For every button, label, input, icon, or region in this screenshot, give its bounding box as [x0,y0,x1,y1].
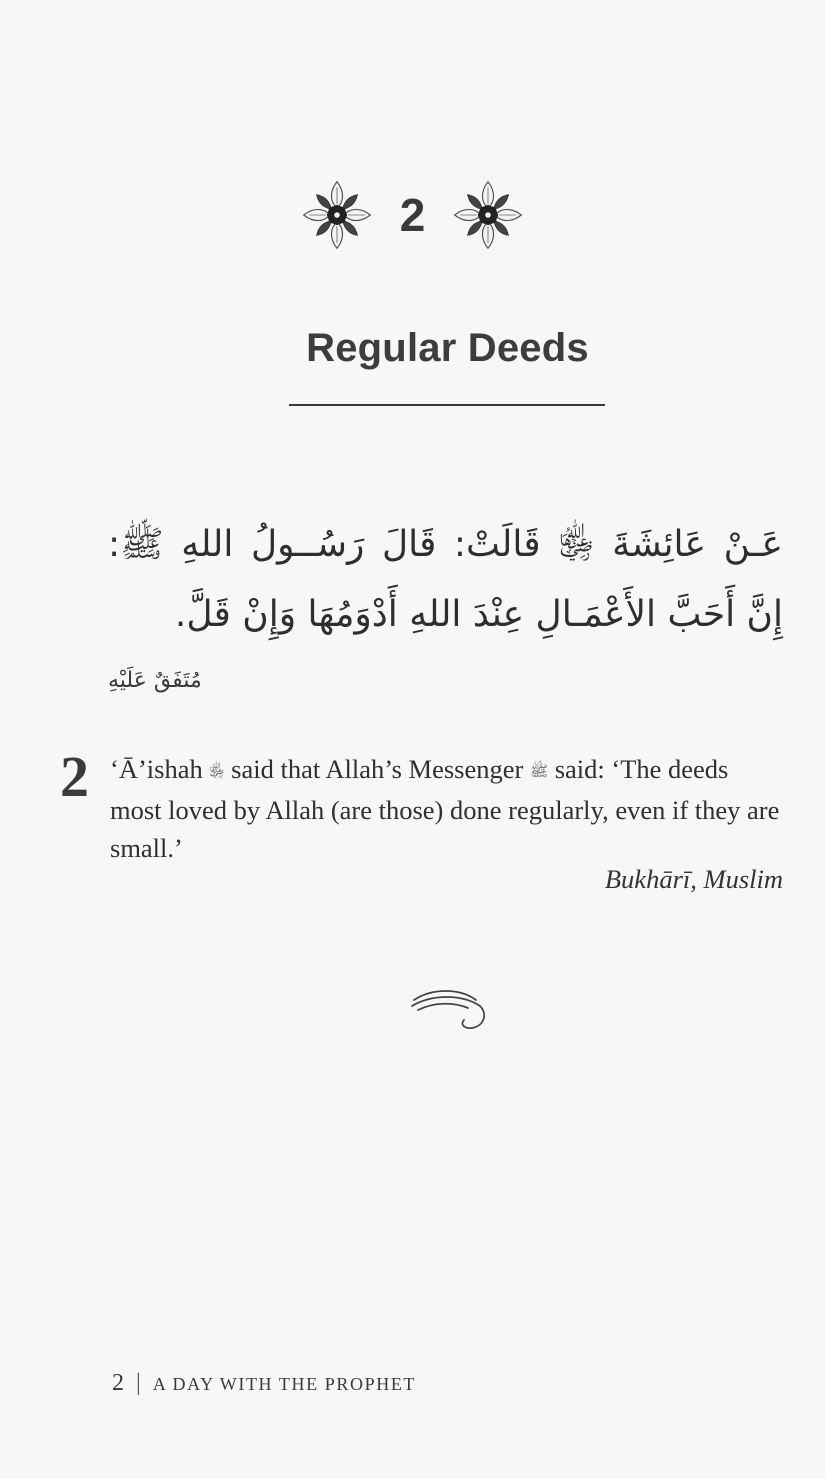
page-number: 2 [112,1370,124,1396]
floral-ornament-right-icon [451,178,525,252]
running-book-title: A DAY WITH THE PROPHET [152,1374,417,1394]
hadith-translation [110,750,786,867]
title-underline [289,404,605,406]
page-footer [112,1370,416,1397]
translation-part-2: said: ‘The deeds most loved by Allah (are those) done regularly, even if they are small.’ [110,754,780,863]
hadith-number: 2 [60,744,89,809]
footer-separator: | [136,1370,141,1396]
narrator-name: ‘Ā’ishah [110,754,203,784]
translation-part-1: said that Allah’s Messenger [231,754,524,784]
chapter-number: 2 [399,189,426,241]
end-flourish-icon [410,986,486,1032]
chapter-heading [0,170,825,260]
chapter-title: Regular Deeds [306,326,589,370]
narrator-honorific-glyph: ﵂ [209,764,225,780]
arabic-source-note: مُتَفَقٌ عَلَيْهِ [108,668,202,693]
hadith-reference: Bukhārī, Muslim [604,864,783,894]
floral-ornament-left-icon [300,178,374,252]
arabic-hadith-text: عَـنْ عَائِشَةَ ﵂ قَالَتْ: قَالَ رَسُــولُ اللهِ ﷺ: إِنَّ أَحَبَّ الأَعْمَـالِ عِنْدَ اللهِ أَدْوَمُهَا وَإِنْ قَلَّ. [108,524,783,635]
prophet-honorific-glyph: ﷺ [529,764,549,780]
